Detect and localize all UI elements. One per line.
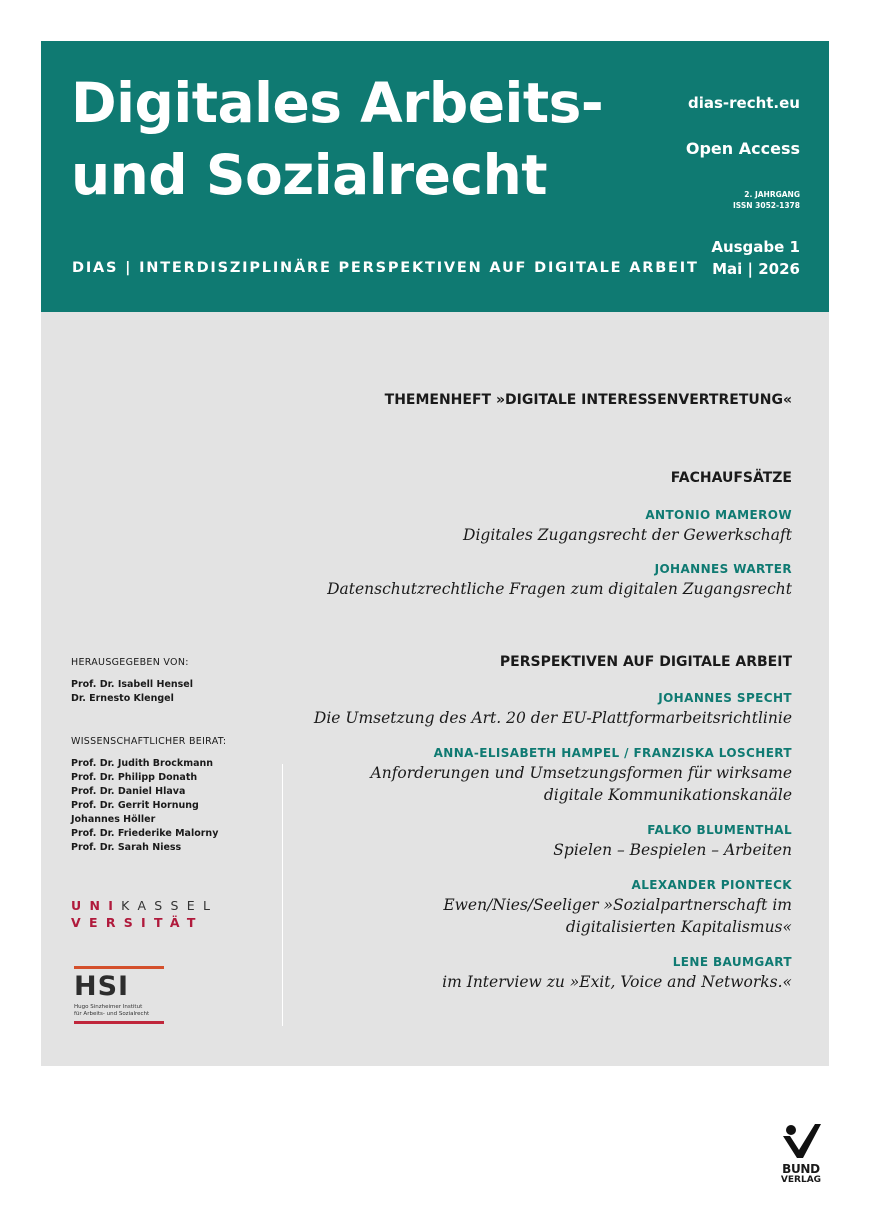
article-author: JOHANNES SPECHT <box>658 691 792 705</box>
board-member: Prof. Dr. Philipp Donath <box>71 772 198 783</box>
issue-number: Ausgabe 1 <box>711 238 800 256</box>
article-author: JOHANNES WARTER <box>654 562 792 576</box>
article <box>252 691 792 729</box>
website-link[interactable]: dias-recht.eu <box>687 94 800 112</box>
section-heading-perspektiven: PERSPEKTIVEN AUF DIGITALE ARBEIT <box>499 654 792 670</box>
open-access-label: Open Access <box>685 139 800 158</box>
article <box>252 508 792 546</box>
article <box>252 955 792 993</box>
article-title: Spielen – Bespielen – Arbeiten <box>553 841 792 859</box>
issn: ISSN 3052-1378 <box>732 201 800 210</box>
article-title: Anforderungen und Umsetzungsformen für wirksame digitale Kommunikationskanäle <box>370 764 792 804</box>
article <box>252 746 792 806</box>
article-author: ANTONIO MAMEROW <box>645 508 792 522</box>
article <box>252 878 792 938</box>
editor-name: Prof. Dr. Isabell Hensel <box>71 679 194 690</box>
title-line-1: Digitales Arbeits- <box>71 71 604 135</box>
issue-date: Mai | 2026 <box>712 260 800 278</box>
cover-header <box>41 41 829 312</box>
board-heading: WISSENSCHAFTLICHER BEIRAT: <box>71 736 227 747</box>
editors-block <box>71 657 193 706</box>
article-title: im Interview zu »Exit, Voice and Networks.« <box>442 973 792 991</box>
uni-kassel-logo: UNIKASSEL VERSITÄT <box>71 898 219 930</box>
divider-line <box>282 764 283 1026</box>
title-line-2: und Sozialrecht <box>71 143 548 207</box>
journal-subtitle: DIAS | INTERDISZIPLINÄRE PERSPEKTIVEN AUF DIGITALE ARBEIT <box>72 260 699 276</box>
editor-name: Dr. Ernesto Klengel <box>71 693 174 704</box>
section-heading-fachaufsaetze: FACHAUFSÄTZE <box>670 470 792 486</box>
article-author: ANNA-ELISABETH HAMPEL / FRANZISKA LOSCHERT <box>433 746 792 760</box>
theme-heading: THEMENHEFT »DIGITALE INTERESSENVERTRETUNG« <box>384 392 792 408</box>
board-member: Prof. Dr. Gerrit Hornung <box>71 800 199 811</box>
hsi-logo: HSI Hugo Sinzheimer Institut für Arbeits- und Sozialrecht <box>74 966 164 1024</box>
board-member: Prof. Dr. Judith Brockmann <box>71 758 214 769</box>
article-title: Ewen/Nies/Seeliger »Sozialpartnerschaft im digitalisierten Kapitalismus« <box>443 896 792 936</box>
article <box>252 562 792 600</box>
issue-info <box>711 236 800 280</box>
board-member: Prof. Dr. Sarah Niess <box>71 842 182 853</box>
article-author: ALEXANDER PIONTECK <box>631 878 792 892</box>
article-author: FALKO BLUMENTHAL <box>647 823 792 837</box>
article <box>252 823 792 861</box>
cover-body <box>41 312 829 1066</box>
bund-verlag-icon <box>777 1120 825 1160</box>
bund-verlag-logo: BUND VERLAG <box>776 1120 826 1185</box>
editors-heading: HERAUSGEGEBEN VON: <box>71 657 189 668</box>
article-title: Datenschutzrechtliche Fragen zum digitalen Zugangsrecht <box>327 580 792 598</box>
table-of-contents <box>252 392 792 993</box>
board-member: Prof. Dr. Daniel Hlava <box>71 786 186 797</box>
article-author: LENE BAUMGART <box>672 955 792 969</box>
jahrgang: 2. JAHRGANG <box>744 190 800 199</box>
article-title: Digitales Zugangsrecht der Gewerkschaft <box>463 526 792 544</box>
volume-meta <box>733 189 800 211</box>
article-title: Die Umsetzung des Art. 20 der EU-Plattformarbeitsrichtlinie <box>313 709 792 727</box>
board-block <box>71 736 226 855</box>
board-member: Prof. Dr. Friederike Malorny <box>71 828 219 839</box>
journal-title <box>71 67 603 211</box>
board-member: Johannes Höller <box>71 814 156 825</box>
